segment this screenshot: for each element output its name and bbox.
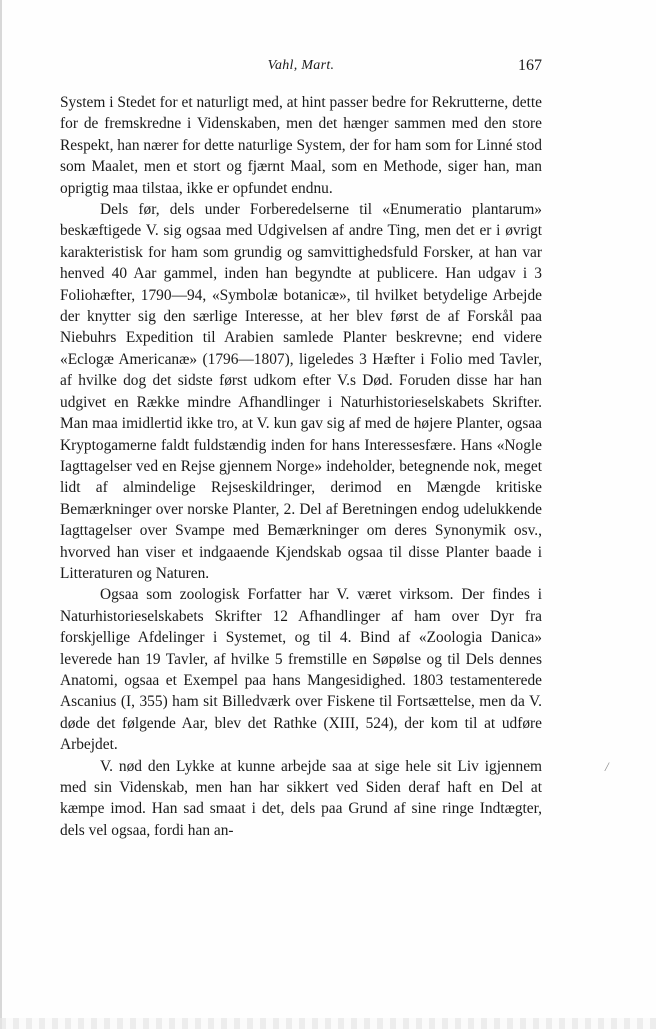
paragraph: V. nød den Lykke at kunne arbejde saa at sige hele sit Liv igjennem med sin Videnskab, men han har sikkert ved Siden deraf haft en Del at kæmpe imod. Han sad smaat i det, dels paa Grund af sine ringe Indtægter, dels vel ogsaa, fordi han an- [60,757,542,839]
body-text [60,92,542,841]
running-head: Vahl, Mart. [267,58,335,73]
page-number: 167 [518,57,542,74]
page-edge [0,0,2,1029]
margin-mark: / [605,759,609,774]
page-header [60,58,542,80]
scan-bottom-edge [0,1018,656,1029]
paragraph: Ogsaa som zoologisk Forfatter har V. været virksom. Der findes i Naturhistorieselskabets Skrifter 12 Afhandlinger af ham over Dyr fra forskjellige Afdelinger i Systemet, og til 4. Bind af «Zoologia Danica» leverede han 19 Tavler, af hvilke 5 fremstille en Søpølse og til Dels dennes Anatomi, ogsaa et Exempel paa hans Mangesidighed. 1803 testamenterede Ascanius (I, 355) ham sit Billedværk over Fiskene til Fortsættelse, men da V. døde det følgende Aar, blev det Rathke (XIII, 524), der kom til at udføre Arbejdet. [60,586,542,754]
paragraph: Dels før, dels under Forberedelserne til «Enumeratio plantarum» beskæftigede V. sig ogsaa med Udgivelsen af andre Ting, men det er i øvrigt karakteristisk for ham som grundig og samvittighedsfuld Forsker, at han var henved 40 Aar gammel, inden han begyndte at publicere. Han udgav i 3 Foliohæfter, 1790—94, «Symbolæ botanicæ», til hvilket betydelige Arbejde der knytter sig den særlige Interesse, at her blev først de af Forskål paa Niebuhrs Expedition til Arabien samlede Planter beskrevne; end videre «Eclogæ Americanæ» (1796—1807), ligeledes 3 Hæfter i Folio med Tavler, af hvilke dog det sidste først udkom efter V.s Død. Foruden disse har han udgivet en Række mindre Afhandlinger i Naturhistorieselskabets Skrifter. Man maa imidlertid ikke tro, at V. kun gav sig af med de højere Planter, ogsaa Kryptogamerne faldt fuldstændig inden for hans Interessesfære. Hans «Nogle Iagttagelser ved en Rejse gjennem Norge» indeholder, betegnende nok, meget lidt af almindelige Rejseskildringer, derimod en Mængde kritiske Bemærkninger over norske Planter, 2. Del af Beretningen endog udelukkende Iagttagelser over Svampe med Bemærkninger om deres Synonymik osv., hvorved han viser et indgaaende Kjendskab ogsaa til disse Planter baade i Litteraturen og Naturen. [60,201,542,582]
paragraph: System i Stedet for et naturligt med, at hint passer bedre for Rekrutterne, dette for de fremskredne i Videnskaben, men det hænger sammen med den store Respekt, han nærer for dette naturlige System, der for ham som for Linné stod som Maalet, men et stort og fjærnt Maal, som en Methode, siger han, man oprigtig maa tilstaa, ikke er opfundet endnu. [60,94,542,197]
